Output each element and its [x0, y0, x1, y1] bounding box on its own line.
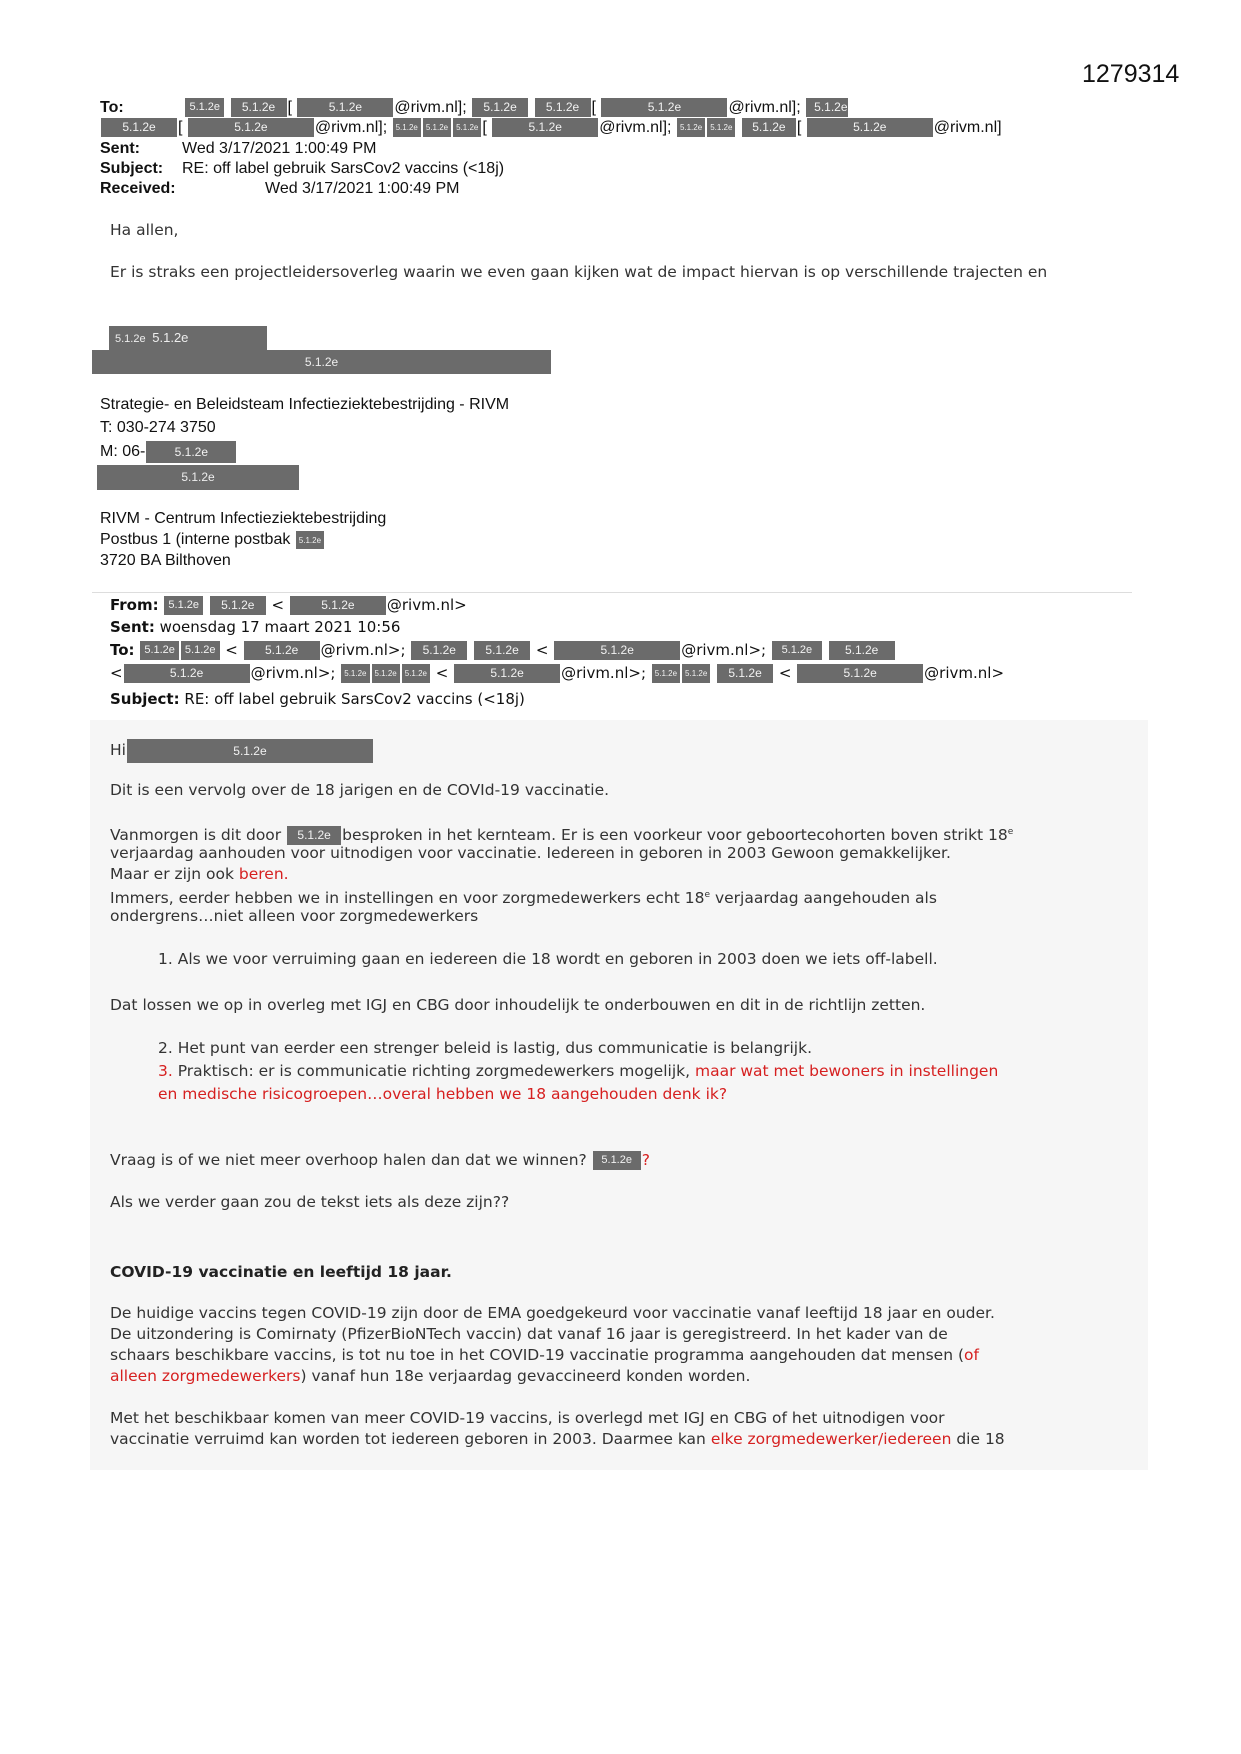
redaction: 5.1.2e	[677, 118, 705, 137]
redaction: 5.1.2e	[601, 98, 727, 117]
redaction: 5.1.2e	[393, 118, 421, 137]
para-3-line-1: De huidige vaccins tegen COVID-19 zijn door de EMA goedgekeurd voor vaccinatie vanaf leeftijd 18 jaar en ouder.	[110, 1304, 995, 1322]
redaction: 5.1.2e	[474, 641, 530, 660]
received-line	[100, 179, 460, 199]
para-1-line-5: ondergrens…niet alleen voor zorgmedewerkers	[110, 907, 479, 925]
redaction: 5.1.2e	[297, 98, 393, 117]
redaction: 5.1.2e	[124, 664, 250, 683]
question-line	[110, 1150, 650, 1171]
p1-e2: verjaardag aangehouden als	[710, 889, 937, 908]
fwd-sent-label: Sent:	[110, 618, 155, 636]
para-4-line-1: Met het beschikbaar komen van meer COVID-19 vaccins, is overlegd met IGJ en CBG of het uitnodigen voor	[110, 1409, 945, 1427]
redaction: 5.1.2e	[806, 98, 848, 117]
greeting: Ha allen,	[110, 221, 179, 239]
received-value: Wed 3/17/2021 1:00:49 PM	[265, 180, 460, 197]
redaction: 5.1.2e	[717, 664, 773, 683]
redaction: 5.1.2e	[231, 98, 287, 117]
redaction: 5.1.2e	[472, 98, 528, 117]
redaction-label: 5.1.2e	[152, 330, 189, 345]
para-4-line-2	[110, 1429, 1005, 1450]
p1-d: Maar er zijn ook	[110, 865, 234, 883]
redaction: 5.1.2e	[181, 641, 220, 660]
item3-a: Praktisch: er is communicatie richting zorgmedewerkers mogelijk,	[172, 1062, 695, 1080]
redaction: 5.1.2e	[829, 641, 895, 660]
redaction: 5.1.2e	[146, 441, 236, 463]
to-domain: @rivm.nl];	[728, 99, 801, 116]
question-mark: ?	[641, 1151, 650, 1169]
redaction: 5.1.2e	[707, 118, 735, 137]
redaction: 5.1.2e	[807, 118, 933, 137]
redaction: 5.1.2e	[188, 118, 314, 137]
redaction: 5.1.2e	[423, 118, 451, 137]
para-1-line-3	[110, 864, 289, 885]
redaction-label: 5.1.2e	[304, 355, 339, 369]
redaction: 5.1.2e	[772, 641, 822, 660]
signature-team: Strategie- en Beleidsteam Infectieziektebestrijding - RIVM	[100, 396, 510, 413]
fwd-from-label: From:	[110, 596, 159, 614]
p1-a: Vanmorgen is dit door	[110, 826, 282, 845]
mobile-prefix: M: 06-	[100, 443, 146, 461]
hi-line	[110, 738, 374, 763]
redaction: 5.1.2e	[402, 664, 430, 683]
list-item-3-line-2: en medische risicogroepen…overal hebben we 18 aangehouden denk ik?	[158, 1085, 728, 1103]
redaction-label: 5.1.2e	[181, 470, 215, 484]
fwd-subject-value: RE: off label gebruik SarsCov2 vaccins (<18j)	[184, 690, 525, 708]
fwd-to-label: To:	[110, 641, 135, 659]
redaction: 5.1.2e	[372, 664, 400, 683]
redaction: 5.1.2e	[682, 664, 710, 683]
redaction: 5.1.2e	[244, 641, 320, 660]
fwd-to-domain: @rivm.nl>;	[681, 641, 767, 659]
redaction: 5.1.2e	[454, 664, 560, 683]
p1-b: besproken in het kernteam. Er is een voorkeur voor geboortecohorten boven strikt 18	[342, 826, 1008, 845]
p1-d-red: beren.	[238, 865, 289, 883]
to-domain: @rivm.nl];	[394, 99, 467, 116]
to-domain: @rivm.nl];	[314, 119, 388, 136]
p4-2b: die 18	[951, 1430, 1005, 1448]
list-item-1: 1. Als we voor verruiming gaan en iedereen die 18 wordt en geboren in 2003 doen we iets off-labell.	[158, 950, 938, 968]
list-item-3-line-1	[158, 1061, 998, 1082]
section-heading: COVID-19 vaccinatie en leeftijd 18 jaar.	[110, 1263, 452, 1281]
fwd-subject-line	[110, 688, 525, 710]
p3-4b: ) vanaf hun 18e verjaardag gevaccineerd konden worden.	[300, 1367, 751, 1385]
redaction-block	[97, 465, 299, 490]
sent-line	[100, 139, 377, 159]
fwd-to-domain: @rivm.nl>;	[320, 641, 406, 659]
next-line: Als we verder gaan zou de tekst iets als deze zijn??	[110, 1193, 510, 1211]
received-label: Received:	[100, 180, 176, 197]
item3-num: 3.	[158, 1062, 173, 1080]
signature-city: 3720 BA Bilthoven	[100, 552, 231, 569]
signature-mobile	[100, 441, 237, 463]
intro: Dit is een vervolg over de 18 jarigen en de COVId-19 vaccinatie.	[110, 781, 610, 799]
p1-sup: e	[1007, 827, 1014, 837]
redaction: 5.1.2e	[341, 664, 369, 683]
to-line-1: To: 5.1.2e 5.1.2e [ 5.1.2e @rivm.nl]; 5.1.2e 5.1.2e [ 5.1.2e @rivm.nl]; 5.1.2e	[100, 99, 848, 116]
p4-2a: vaccinatie verruimd kan worden tot iedereen geboren in 2003. Daarmee kan	[110, 1430, 711, 1448]
to-line-2: 5.1.2e [ 5.1.2e @rivm.nl]; 5.1.2e 5.1.2e 5.1.2e [ 5.1.2e @rivm.nl]; 5.1.2e 5.1.2e 5.1.2e [ 5.1.2e @rivm.nl]	[100, 118, 1002, 138]
document-id: 1279314	[1082, 60, 1180, 88]
fwd-to-line-1: To: 5.1.2e 5.1.2e < 5.1.2e @rivm.nl>; 5.1.2e 5.1.2e < 5.1.2e @rivm.nl>; 5.1.2e 5.1.2e	[110, 639, 896, 661]
to-label: To:	[100, 99, 124, 116]
redaction: 5.1.2e	[492, 118, 598, 137]
redaction: 5.1.2e	[287, 826, 341, 845]
subject-line	[100, 159, 504, 179]
redaction: 5.1.2e	[164, 596, 203, 615]
p3-3-red: of	[964, 1346, 979, 1364]
p1-e: Immers, eerder hebben we in instellingen en voor zorgmedewerkers echt 18	[110, 889, 705, 908]
redaction: 5.1.2e	[127, 739, 373, 763]
para-3-line-3	[110, 1345, 979, 1366]
redaction-block	[109, 326, 267, 350]
p1-e-sup: e	[704, 890, 711, 900]
redaction: 5.1.2e	[411, 641, 467, 660]
signature-org: RIVM - Centrum Infectieziektebestrijding	[100, 510, 387, 527]
hi-text: Hi	[110, 741, 126, 759]
redaction: 5.1.2e	[593, 1151, 641, 1170]
signature-postbus	[100, 530, 325, 550]
fwd-to-domain: @rivm.nl>;	[250, 664, 336, 682]
p4-2-red: elke zorgmedewerker/iedereen	[710, 1430, 952, 1448]
redaction-block	[92, 350, 551, 374]
question: Vraag is of we niet meer overhoop halen dan dat we winnen?	[110, 1151, 587, 1169]
redaction-label: 5.1.2e	[115, 333, 146, 345]
subject-label: Subject:	[100, 160, 164, 177]
redaction: 5.1.2e	[140, 641, 179, 660]
redaction: 5.1.2e	[101, 118, 177, 137]
fwd-to-line-2: < 5.1.2e @rivm.nl>; 5.1.2e 5.1.2e 5.1.2e < 5.1.2e @rivm.nl>; 5.1.2e 5.1.2e 5.1.2e < 5.1.2e @rivm.nl>	[110, 664, 1005, 682]
to-domain: @rivm.nl];	[599, 119, 672, 136]
redaction: 5.1.2e	[652, 664, 680, 683]
signature-phone: T: 030-274 3750	[100, 419, 216, 436]
p3-3a: schaars beschikbare vaccins, is tot nu toe in het COVID-19 vaccinatie programma aangehouden dat mensen (	[110, 1346, 965, 1364]
body1-paragraph: Er is straks een projectleidersoverleg waarin we even gaan kijken wat de impact hiervan is op verschillende trajecten en	[110, 263, 1048, 281]
redaction: 5.1.2e	[535, 98, 591, 117]
subject-value: RE: off label gebruik SarsCov2 vaccins (<18j)	[182, 160, 505, 177]
redaction: 5.1.2e	[210, 596, 266, 615]
redaction: 5.1.2e	[185, 98, 224, 117]
fwd-sent-line	[110, 616, 400, 638]
sent-value: Wed 3/17/2021 1:00:49 PM	[182, 140, 377, 157]
redaction: 5.1.2e	[797, 664, 923, 683]
sent-label: Sent:	[100, 140, 140, 157]
postbus-text: Postbus 1 (interne postbak	[100, 531, 291, 548]
fwd-from-domain: @rivm.nl>	[386, 596, 467, 614]
item3-red-1: maar wat met bewoners in instellingen	[694, 1062, 999, 1080]
list-item-2: 2. Het punt van eerder een strenger beleid is lastig, dus communicatie is belangrijk.	[158, 1039, 812, 1057]
redaction: 5.1.2e	[554, 641, 680, 660]
divider	[92, 592, 1132, 593]
redaction: 5.1.2e	[742, 118, 796, 137]
para-2: Dat lossen we op in overleg met IGJ en CBG door inhoudelijk te onderbouwen en dit in de richtlijn zetten.	[110, 996, 926, 1014]
fwd-sent-value: woensdag 17 maart 2021 10:56	[159, 618, 401, 636]
fwd-to-domain-end: @rivm.nl>	[924, 664, 1005, 682]
fwd-to-domain: @rivm.nl>;	[561, 664, 646, 682]
fwd-from-line: From: 5.1.2e 5.1.2e < 5.1.2e @rivm.nl>	[110, 596, 467, 614]
redaction: 5.1.2e	[290, 596, 386, 615]
fwd-subject-label: Subject:	[110, 690, 180, 708]
para-1-line-2: verjaardag aanhouden voor uitnodigen voor vaccinatie. Iedereen in geboren in 2003 Gewoon gemakkelijker.	[110, 844, 951, 862]
redaction: 5.1.2e	[453, 118, 481, 137]
para-3-line-4	[110, 1366, 750, 1387]
para-3-line-2: De uitzondering is Comirnaty (PfizerBioNTech vaccin) dat vanaf 16 jaar is geregistreerd. In het kader van de	[110, 1325, 948, 1343]
p3-4-red: alleen zorgmedewerkers	[110, 1367, 301, 1385]
to-domain: @rivm.nl]	[933, 119, 1002, 136]
redaction: 5.1.2e	[296, 531, 324, 549]
